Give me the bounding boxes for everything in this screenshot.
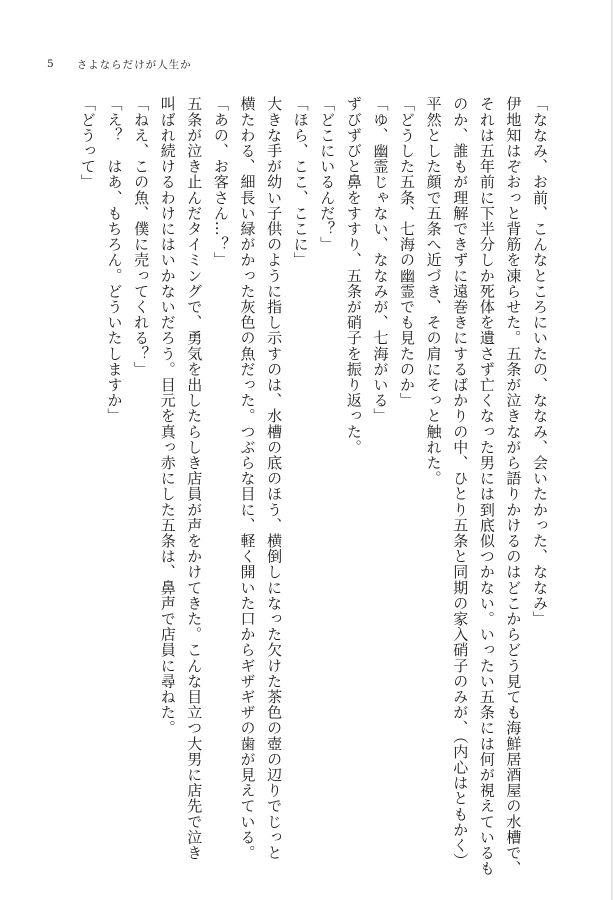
text-line: 「どこにいるんだ？」 [318,96,337,252]
text-line: ずびずびと鼻をすすり、五条が硝子を振り返った。 [344,96,363,455]
text-line: 「どうした五条、七海の幽霊でも見たのか」 [398,96,417,408]
text-line: のか、誰もが理解できずに遠巻きにするばかりの中、ひとり五条と同期の家入硝子のみが、（内心はともかく） [451,96,470,869]
text-line: 「ななみ、お前、こんなところにいたの、ななみ、会いたかった、ななみ」 [531,96,549,627]
text-line: 伊地知はぞおっと背筋を凍らせた。五条が泣きながら語りかけるのはどこからどう見ても海鮮居酒屋の水槽で、 [504,96,523,876]
running-title: さよならだけが人生か [76,58,192,71]
text-line: 「え？ はあ、もちろん。どういたしますか」 [105,96,124,424]
text-line: 平然とした顔で五条へ近づき、その肩にそっと触れた。 [424,96,443,486]
page-number: 5 [47,58,55,70]
vertical-body-text [74,96,553,876]
text-line: 「ゆ、幽霊じゃない、ななみが、七海がいる」 [371,96,390,424]
text-line: 大きな手が幼い子供のように指し示すのは、水槽の底のほう、横倒しになった欠けた茶色の壺の辺りでじっと [265,96,284,861]
text-line: 叫ばれ続けるわけにはいかないだろう。目元を真っ赤にした五条は、鼻声で店員に尋ねた。 [158,96,177,736]
text-line: 横たわる、細長い緑がかった灰色の魚だった。つぶらな目に、軽く開いた口からギザギザの歯が見えている。 [238,96,257,861]
text-line: 「ねえ、この魚、僕に売ってくれる？」 [132,96,151,377]
text-line: それは五年前に下半分しか死体を遺さず亡くなった男には到底似つかない。いったい五条には何が視えているも [477,96,496,876]
text-line: 五条が泣き止んだタイミングで、勇気を出したらしき店員が声をかけてきた。こんな目立つ大男に店先で泣き [185,96,204,861]
text-line: 「ほら、ここ、ここに」 [291,96,310,268]
text-line: 「あの、お客さん…？」 [211,96,230,268]
page-header [47,56,192,72]
text-line: 「どうって」 [78,96,97,190]
